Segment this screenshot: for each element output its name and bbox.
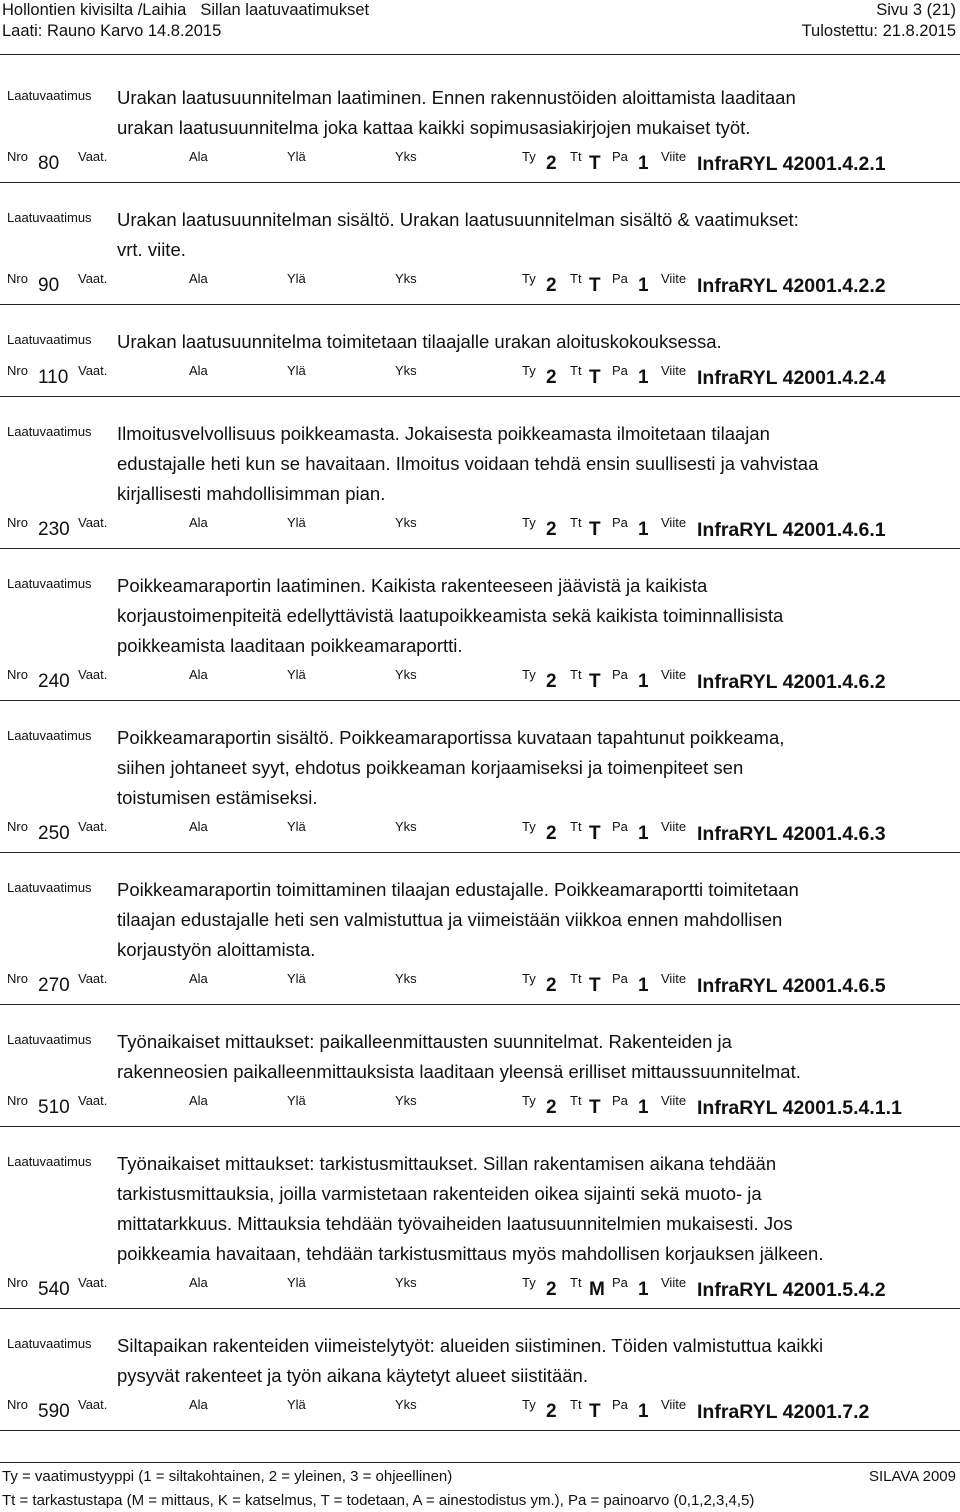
requirement-meta-row bbox=[0, 1091, 960, 1121]
pa-value: 1 bbox=[638, 275, 649, 296]
requirement-label: Laatuvaatimus bbox=[7, 576, 92, 591]
viite-reference: InfraRYL 42001.4.6.3 bbox=[697, 823, 886, 845]
description-line: korjaustoimenpiteitä edellyttävistä laatupoikkeamista sekä kaikista toiminnallisista bbox=[117, 605, 784, 626]
ty-label: Ty bbox=[522, 271, 536, 286]
pa-value: 1 bbox=[638, 671, 649, 692]
yla-label: Ylä bbox=[287, 1275, 306, 1290]
ty-label: Ty bbox=[522, 515, 536, 530]
requirement-entry bbox=[0, 700, 960, 853]
requirement-meta-row bbox=[0, 513, 960, 543]
ty-value: 2 bbox=[546, 975, 557, 996]
requirement-description bbox=[117, 419, 952, 509]
pa-label: Pa bbox=[612, 271, 628, 286]
nro-value: 510 bbox=[38, 1097, 70, 1118]
vaat-label: Vaat. bbox=[78, 1397, 108, 1412]
vaat-label: Vaat. bbox=[78, 149, 108, 164]
footer-divider bbox=[0, 1462, 960, 1463]
requirement-meta-row bbox=[0, 1273, 960, 1303]
ala-label: Ala bbox=[189, 667, 208, 682]
ty-value: 2 bbox=[546, 1401, 557, 1422]
requirement-description bbox=[117, 571, 952, 661]
header-title-line bbox=[2, 1, 369, 20]
pa-label: Pa bbox=[612, 515, 628, 530]
description-line: urakan laatusuunnitelma joka kattaa kaikki sopimusasiakirjojen mukaiset työt. bbox=[117, 117, 751, 138]
ala-label: Ala bbox=[189, 1397, 208, 1412]
viite-reference: InfraRYL 42001.4.6.1 bbox=[697, 519, 886, 541]
vaat-label: Vaat. bbox=[78, 363, 108, 378]
ala-label: Ala bbox=[189, 149, 208, 164]
requirement-description bbox=[117, 83, 952, 143]
ala-label: Ala bbox=[189, 1275, 208, 1290]
yla-label: Ylä bbox=[287, 271, 306, 286]
pa-value: 1 bbox=[638, 1097, 649, 1118]
ty-value: 2 bbox=[546, 519, 557, 540]
pa-label: Pa bbox=[612, 1275, 628, 1290]
pa-value: 1 bbox=[638, 367, 649, 388]
tt-value: T bbox=[589, 1401, 601, 1422]
viite-reference: InfraRYL 42001.4.2.1 bbox=[697, 153, 886, 175]
requirement-description bbox=[117, 1149, 952, 1269]
tt-value: M bbox=[589, 1279, 605, 1300]
yla-label: Ylä bbox=[287, 971, 306, 986]
description-line: Urakan laatusuunnitelman laatiminen. Ennen rakennustöiden aloittamista laaditaan bbox=[117, 87, 796, 108]
viite-label: Viite bbox=[661, 819, 687, 834]
ala-label: Ala bbox=[189, 1093, 208, 1108]
tt-label: Tt bbox=[570, 363, 582, 378]
yla-label: Ylä bbox=[287, 149, 306, 164]
viite-reference: InfraRYL 42001.4.6.2 bbox=[697, 671, 886, 693]
nro-label: Nro bbox=[7, 149, 28, 164]
pa-label: Pa bbox=[612, 819, 628, 834]
requirement-label: Laatuvaatimus bbox=[7, 88, 92, 103]
pa-value: 1 bbox=[638, 1401, 649, 1422]
yks-label: Yks bbox=[395, 819, 417, 834]
yks-label: Yks bbox=[395, 271, 417, 286]
viite-reference: InfraRYL 42001.4.2.4 bbox=[697, 367, 886, 389]
tt-value: T bbox=[589, 519, 601, 540]
yks-label: Yks bbox=[395, 667, 417, 682]
ty-label: Ty bbox=[522, 1275, 536, 1290]
requirement-label: Laatuvaatimus bbox=[7, 880, 92, 895]
requirement-entry bbox=[0, 852, 960, 1005]
viite-label: Viite bbox=[661, 515, 687, 530]
legend-ty: Ty = vaatimustyyppi (1 = siltakohtainen, 2 = yleinen, 3 = ohjeellinen) bbox=[2, 1468, 453, 1485]
ala-label: Ala bbox=[189, 819, 208, 834]
tt-label: Tt bbox=[570, 1275, 582, 1290]
nro-label: Nro bbox=[7, 1397, 28, 1412]
yla-label: Ylä bbox=[287, 1093, 306, 1108]
yks-label: Yks bbox=[395, 1093, 417, 1108]
yks-label: Yks bbox=[395, 363, 417, 378]
pa-label: Pa bbox=[612, 971, 628, 986]
requirement-entry bbox=[0, 1004, 960, 1127]
tt-label: Tt bbox=[570, 515, 582, 530]
nro-value: 270 bbox=[38, 975, 70, 996]
ala-label: Ala bbox=[189, 515, 208, 530]
description-line: Urakan laatusuunnitelman sisältö. Urakan laatusuunnitelman sisältö & vaatimukset: bbox=[117, 209, 799, 230]
nro-label: Nro bbox=[7, 1093, 28, 1108]
requirement-entry bbox=[0, 304, 960, 397]
nro-value: 540 bbox=[38, 1279, 70, 1300]
requirement-entry bbox=[0, 1308, 960, 1431]
yks-label: Yks bbox=[395, 1275, 417, 1290]
ty-label: Ty bbox=[522, 971, 536, 986]
doc-title: Hollontien kivisilta /Laihia bbox=[2, 1, 187, 19]
ty-label: Ty bbox=[522, 149, 536, 164]
pa-value: 1 bbox=[638, 1279, 649, 1300]
requirement-label: Laatuvaatimus bbox=[7, 1336, 92, 1351]
description-line: korjaustyön aloittamista. bbox=[117, 939, 316, 960]
requirement-label: Laatuvaatimus bbox=[7, 728, 92, 743]
nro-value: 250 bbox=[38, 823, 70, 844]
tt-value: T bbox=[589, 153, 601, 174]
viite-label: Viite bbox=[661, 363, 687, 378]
requirement-entry bbox=[0, 548, 960, 701]
yla-label: Ylä bbox=[287, 1397, 306, 1412]
requirement-meta-row bbox=[0, 1395, 960, 1425]
description-line: mittatarkkuus. Mittauksia tehdään työvaiheiden laatusuunnitelmien mukaisesti. Jos bbox=[117, 1213, 793, 1234]
ty-label: Ty bbox=[522, 1093, 536, 1108]
vaat-label: Vaat. bbox=[78, 971, 108, 986]
pa-label: Pa bbox=[612, 149, 628, 164]
nro-label: Nro bbox=[7, 363, 28, 378]
vaat-label: Vaat. bbox=[78, 1093, 108, 1108]
requirement-meta-row bbox=[0, 361, 960, 391]
yks-label: Yks bbox=[395, 149, 417, 164]
requirement-label: Laatuvaatimus bbox=[7, 210, 92, 225]
vaat-label: Vaat. bbox=[78, 667, 108, 682]
nro-value: 90 bbox=[38, 275, 60, 296]
pa-label: Pa bbox=[612, 363, 628, 378]
ty-label: Ty bbox=[522, 667, 536, 682]
nro-label: Nro bbox=[7, 971, 28, 986]
description-line: Siltapaikan rakenteiden viimeistelytyöt: alueiden siistiminen. Töiden valmistuttua kaikki bbox=[117, 1335, 824, 1356]
requirement-description bbox=[117, 723, 952, 813]
tt-value: T bbox=[589, 823, 601, 844]
yks-label: Yks bbox=[395, 515, 417, 530]
ala-label: Ala bbox=[189, 363, 208, 378]
yks-label: Yks bbox=[395, 1397, 417, 1412]
description-line: poikkeamista laaditaan poikkeamaraportti. bbox=[117, 635, 463, 656]
vaat-label: Vaat. bbox=[78, 1275, 108, 1290]
viite-reference: InfraRYL 42001.4.2.2 bbox=[697, 275, 886, 297]
pa-value: 1 bbox=[638, 823, 649, 844]
yla-label: Ylä bbox=[287, 819, 306, 834]
requirement-entry bbox=[0, 1126, 960, 1309]
tt-value: T bbox=[589, 1097, 601, 1118]
description-line: tarkistusmittauksia, joilla varmistetaan rakenteiden oikea sijainti sekä muoto- ja bbox=[117, 1183, 762, 1204]
viite-label: Viite bbox=[661, 667, 687, 682]
yla-label: Ylä bbox=[287, 363, 306, 378]
nro-value: 80 bbox=[38, 153, 60, 174]
nro-label: Nro bbox=[7, 515, 28, 530]
ty-value: 2 bbox=[546, 1279, 557, 1300]
pa-value: 1 bbox=[638, 519, 649, 540]
ty-value: 2 bbox=[546, 153, 557, 174]
viite-label: Viite bbox=[661, 1397, 687, 1412]
description-line: rakenneosien paikalleenmittauksista laaditaan yleensä erilliset mittaussuunnitelmat. bbox=[117, 1061, 801, 1082]
ty-value: 2 bbox=[546, 367, 557, 388]
requirement-label: Laatuvaatimus bbox=[7, 1154, 92, 1169]
ty-value: 2 bbox=[546, 671, 557, 692]
nro-value: 230 bbox=[38, 519, 70, 540]
viite-reference: InfraRYL 42001.5.4.2 bbox=[697, 1279, 886, 1301]
requirement-entry bbox=[0, 396, 960, 549]
requirement-label: Laatuvaatimus bbox=[7, 424, 92, 439]
description-line: pysyvät rakenteet ja työn aikana käytetyt alueet siistitään. bbox=[117, 1365, 588, 1386]
tt-value: T bbox=[589, 671, 601, 692]
yks-label: Yks bbox=[395, 971, 417, 986]
ty-label: Ty bbox=[522, 819, 536, 834]
description-line: Poikkeamaraportin laatiminen. Kaikista rakenteeseen jäävistä ja kaikista bbox=[117, 575, 708, 596]
pa-label: Pa bbox=[612, 1093, 628, 1108]
yla-label: Ylä bbox=[287, 515, 306, 530]
requirement-label: Laatuvaatimus bbox=[7, 332, 92, 347]
description-line: siihen johtaneet syyt, ehdotus poikkeaman korjaamiseksi ja toimenpiteet sen bbox=[117, 757, 744, 778]
nro-label: Nro bbox=[7, 271, 28, 286]
doc-subtitle: Sillan laatuvaatimukset bbox=[200, 1, 370, 19]
requirement-meta-row bbox=[0, 969, 960, 999]
description-line: poikkeamia havaitaan, tehdään tarkistusmittaus myös mahdollisen korjauksen jälkeen. bbox=[117, 1243, 824, 1264]
pa-label: Pa bbox=[612, 667, 628, 682]
page-header bbox=[0, 0, 960, 55]
requirement-description bbox=[117, 205, 952, 265]
viite-reference: InfraRYL 42001.7.2 bbox=[697, 1401, 870, 1423]
ty-label: Ty bbox=[522, 363, 536, 378]
tt-label: Tt bbox=[570, 271, 582, 286]
yla-label: Ylä bbox=[287, 667, 306, 682]
nro-value: 240 bbox=[38, 671, 70, 692]
description-line: edustajalle heti kun se havaitaan. Ilmoitus voidaan tehdä ensin suullisesti ja vahvistaa bbox=[117, 453, 819, 474]
tt-value: T bbox=[589, 367, 601, 388]
ty-value: 2 bbox=[546, 275, 557, 296]
pa-label: Pa bbox=[612, 1397, 628, 1412]
requirement-description bbox=[117, 327, 952, 357]
pa-value: 1 bbox=[638, 153, 649, 174]
requirement-meta-row bbox=[0, 269, 960, 299]
pa-value: 1 bbox=[638, 975, 649, 996]
nro-value: 590 bbox=[38, 1401, 70, 1422]
nro-value: 110 bbox=[38, 367, 69, 388]
viite-label: Viite bbox=[661, 1275, 687, 1290]
requirement-meta-row bbox=[0, 817, 960, 847]
requirement-meta-row bbox=[0, 147, 960, 177]
tt-label: Tt bbox=[570, 1397, 582, 1412]
description-line: kirjallisesti mahdollisimman pian. bbox=[117, 483, 386, 504]
tt-label: Tt bbox=[570, 971, 582, 986]
description-line: toistumisen estämiseksi. bbox=[117, 787, 318, 808]
brand-label: SILAVA 2009 bbox=[868, 1468, 956, 1485]
requirement-entry bbox=[0, 60, 960, 183]
author-line: Laati: Rauno Karvo 14.8.2015 bbox=[2, 22, 222, 40]
nro-label: Nro bbox=[7, 1275, 28, 1290]
description-line: Ilmoitusvelvollisuus poikkeamasta. Jokaisesta poikkeamasta ilmoitetaan tilaajan bbox=[117, 423, 770, 444]
description-line: Urakan laatusuunnitelma toimitetaan tilaajalle urakan aloituskokouksessa. bbox=[117, 331, 722, 352]
tt-label: Tt bbox=[570, 149, 582, 164]
viite-label: Viite bbox=[661, 149, 687, 164]
description-line: Poikkeamaraportin toimittaminen tilaajan edustajalle. Poikkeamaraportti toimitetaan bbox=[117, 879, 799, 900]
description-line: tilaajan edustajalle heti sen valmistuttua ja viimeistään viikkoa ennen mahdollisen bbox=[117, 909, 783, 930]
tt-value: T bbox=[589, 275, 601, 296]
legend-tt: Tt = tarkastustapa (M = mittaus, K = katselmus, T = todetaan, A = ainestodistus ym.), Pa = painoarvo (0,1,2,3,4,5) bbox=[2, 1492, 755, 1509]
requirement-meta-row bbox=[0, 665, 960, 695]
requirement-description bbox=[117, 875, 952, 965]
print-date: Tulostettu: 21.8.2015 bbox=[801, 22, 956, 40]
ty-value: 2 bbox=[546, 823, 557, 844]
ala-label: Ala bbox=[189, 271, 208, 286]
viite-label: Viite bbox=[661, 271, 687, 286]
viite-label: Viite bbox=[661, 971, 687, 986]
description-line: Työnaikaiset mittaukset: paikalleenmittausten suunnitelmat. Rakenteiden ja bbox=[117, 1031, 732, 1052]
requirement-description bbox=[117, 1331, 952, 1391]
requirement-entry bbox=[0, 182, 960, 305]
vaat-label: Vaat. bbox=[78, 271, 108, 286]
vaat-label: Vaat. bbox=[78, 819, 108, 834]
viite-label: Viite bbox=[661, 1093, 687, 1108]
ty-label: Ty bbox=[522, 1397, 536, 1412]
description-line: Poikkeamaraportin sisältö. Poikkeamaraportissa kuvataan tapahtunut poikkeama, bbox=[117, 727, 785, 748]
nro-label: Nro bbox=[7, 667, 28, 682]
vaat-label: Vaat. bbox=[78, 515, 108, 530]
nro-label: Nro bbox=[7, 819, 28, 834]
tt-label: Tt bbox=[570, 667, 582, 682]
viite-reference: InfraRYL 42001.4.6.5 bbox=[697, 975, 886, 997]
tt-value: T bbox=[589, 975, 601, 996]
requirement-label: Laatuvaatimus bbox=[7, 1032, 92, 1047]
tt-label: Tt bbox=[570, 819, 582, 834]
tt-label: Tt bbox=[570, 1093, 582, 1108]
description-line: Työnaikaiset mittaukset: tarkistusmittaukset. Sillan rakentamisen aikana tehdään bbox=[117, 1153, 777, 1174]
page-number: Sivu 3 (21) bbox=[876, 1, 956, 19]
requirement-description bbox=[117, 1027, 952, 1087]
ty-value: 2 bbox=[546, 1097, 557, 1118]
description-line: vrt. viite. bbox=[117, 239, 186, 260]
viite-reference: InfraRYL 42001.5.4.1.1 bbox=[697, 1097, 902, 1119]
ala-label: Ala bbox=[189, 971, 208, 986]
